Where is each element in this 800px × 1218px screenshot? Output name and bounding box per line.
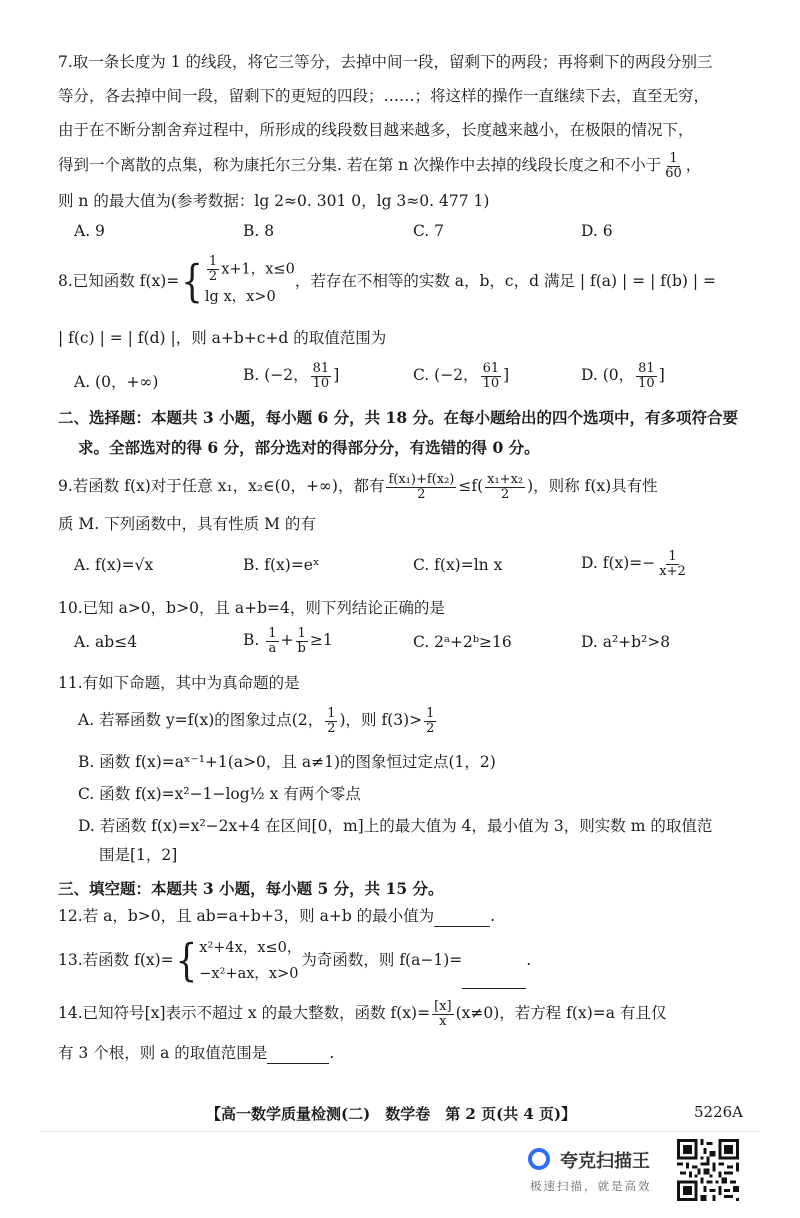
q10-option-b: B. $\frac{1}{a}$ + $\frac{1}{b}$ ≥1 <box>243 625 333 656</box>
qr-code-icon <box>677 1139 739 1201</box>
page-footer: 【高一数学质量检测(二) 数学卷 第 2 页(共 4 页)】 <box>206 1105 577 1123</box>
q12-answer-blank[interactable] <box>434 906 490 927</box>
q9-line2: 质 M. 下列函数中，具有性质 M 的有 <box>58 515 316 533</box>
quark-logo-icon <box>528 1148 550 1170</box>
q11-option-d-line2: 围是[1，2] <box>99 846 178 864</box>
q7-option-c: C. 7 <box>413 222 445 240</box>
q11-stem: 11.有如下命题，其中为真命题的是 <box>58 674 300 692</box>
q8-stem: 8.已知函数 f(x)={ $\frac{1}{2}$ x+1，x≤0 lg x，x>0 ，若存在不相等的实数 a，b，c，d 满足 | f(a) | = | f(b) | = <box>58 253 717 308</box>
q10-option-c: C. 2ᵃ+2ᵇ≥16 <box>413 633 512 651</box>
exam-code: 5226A <box>694 1103 744 1121</box>
q8-option-c: C. (−2， $\frac{61}{10}$ ] <box>413 360 510 391</box>
q10-option-d: D. a²+b²>8 <box>581 633 671 651</box>
q8-line2: | f(c) | = | f(d) |，则 a+b+c+d 的取值范围为 <box>58 329 387 347</box>
q7-line2: 等分，各去掉中间一段，留剩下的更短的四段；……；将这样的操作一直继续下去，直至无穷， <box>58 87 710 105</box>
section2-line2: 求。全部选对的得 6 分，部分选对的得部分分，有选错的得 0 分。 <box>78 438 540 457</box>
q7-line4: 得到一个离散的点集，称为康托尔三分集. 若在第 n 次操作中去掉的线段长度之和不小于 $\frac{1}{60}$ ， <box>58 150 702 181</box>
q8-option-d: D. (0， $\frac{81}{10}$ ] <box>581 360 665 391</box>
q9-stem: 9.若函数 f(x)对于任意 x₁，x₂∈(0，+∞)，都有 $\frac{\text{f(x₁)+f(x₂)}}{2}$ ≤f( $\frac{\text{x₁+x₂}}{2}$ )，则称 f(x)具有性 <box>58 471 658 502</box>
q8-option-b: B. (−2， $\frac{81}{10}$ ] <box>243 360 340 391</box>
q7-line5: 则 n 的最大值为(参考数据：lg 2≈0. 301 0，lg 3≈0. 477 1) <box>58 192 490 210</box>
q11-option-a: A. 若幂函数 y=f(x)的图象过点(2， $\frac{1}{2}$ )，则 f(3)> $\frac{1}{2}$ <box>78 705 435 736</box>
q14-line2: 有 3 个根，则 a 的取值范围是 . <box>58 1044 335 1062</box>
q13-stem: 13.若函数 f(x)={ x²+4x，x≤0， −x²+ax，x>0 为奇函数，则 f(a−1)= . <box>58 932 748 988</box>
q9-option-b: B. f(x)=eˣ <box>243 556 320 574</box>
q7-line1: 7.取一条长度为 1 的线段，将它三等分，去掉中间一段，留剩下的两段；再将剩下的两段分别三 <box>58 53 713 71</box>
q7-option-b: B. 8 <box>243 222 275 240</box>
scanner-slogan: 极速扫描，就是高效 <box>530 1179 652 1193</box>
q7-option-a: A. 9 <box>74 222 105 240</box>
footer-divider <box>40 1131 760 1132</box>
q12-stem: 12.若 a，b>0，且 ab=a+b+3，则 a+b 的最小值为 . <box>58 907 496 925</box>
q14-stem: 14.已知符号[x]表示不超过 x 的最大整数，函数 f(x)= $\frac{[x]}{x}$ (x≠0)，若方程 f(x)=a 有且仅 <box>58 998 667 1029</box>
section2-line1: 二、选择题：本题共 3 小题，每小题 6 分，共 18 分。在每小题给出的四个选项中，有多项符合要 <box>58 408 739 427</box>
q7-line3: 由于在不断分割舍弃过程中，所形成的线段数目越来越多，长度越来越小，在极限的情况下， <box>58 121 694 139</box>
q9-option-c: C. f(x)=ln x <box>413 556 503 574</box>
q11-option-b: B. 函数 f(x)=aˣ⁻¹+1(a>0，且 a≠1)的图象恒过定点(1，2) <box>78 753 496 771</box>
section3-heading: 三、填空题：本题共 3 小题，每小题 5 分，共 15 分。 <box>58 879 444 898</box>
q10-option-a: A. ab≤4 <box>74 633 138 651</box>
q7-option-d: D. 6 <box>581 222 613 240</box>
scanner-brand: 夸克扫描王 <box>560 1151 650 1172</box>
q10-stem: 10.已知 a>0，b>0，且 a+b=4，则下列结论正确的是 <box>58 599 445 617</box>
q11-option-d-line1: D. 若函数 f(x)=x²−2x+4 在区间[0，m]上的最大值为 4，最小值为 3，则实数 m 的取值范 <box>78 817 713 835</box>
q13-answer-blank[interactable] <box>462 932 526 989</box>
q9-option-d: D. f(x)=− $\frac{1}{x+2}$ <box>581 548 686 579</box>
q9-option-a: A. f(x)=√x <box>74 556 154 574</box>
q14-answer-blank[interactable] <box>267 1043 329 1064</box>
q11-option-c: C. 函数 f(x)=x²−1−log½ x 有两个零点 <box>78 785 361 803</box>
q8-option-a: A. (0，+∞) <box>74 373 159 391</box>
